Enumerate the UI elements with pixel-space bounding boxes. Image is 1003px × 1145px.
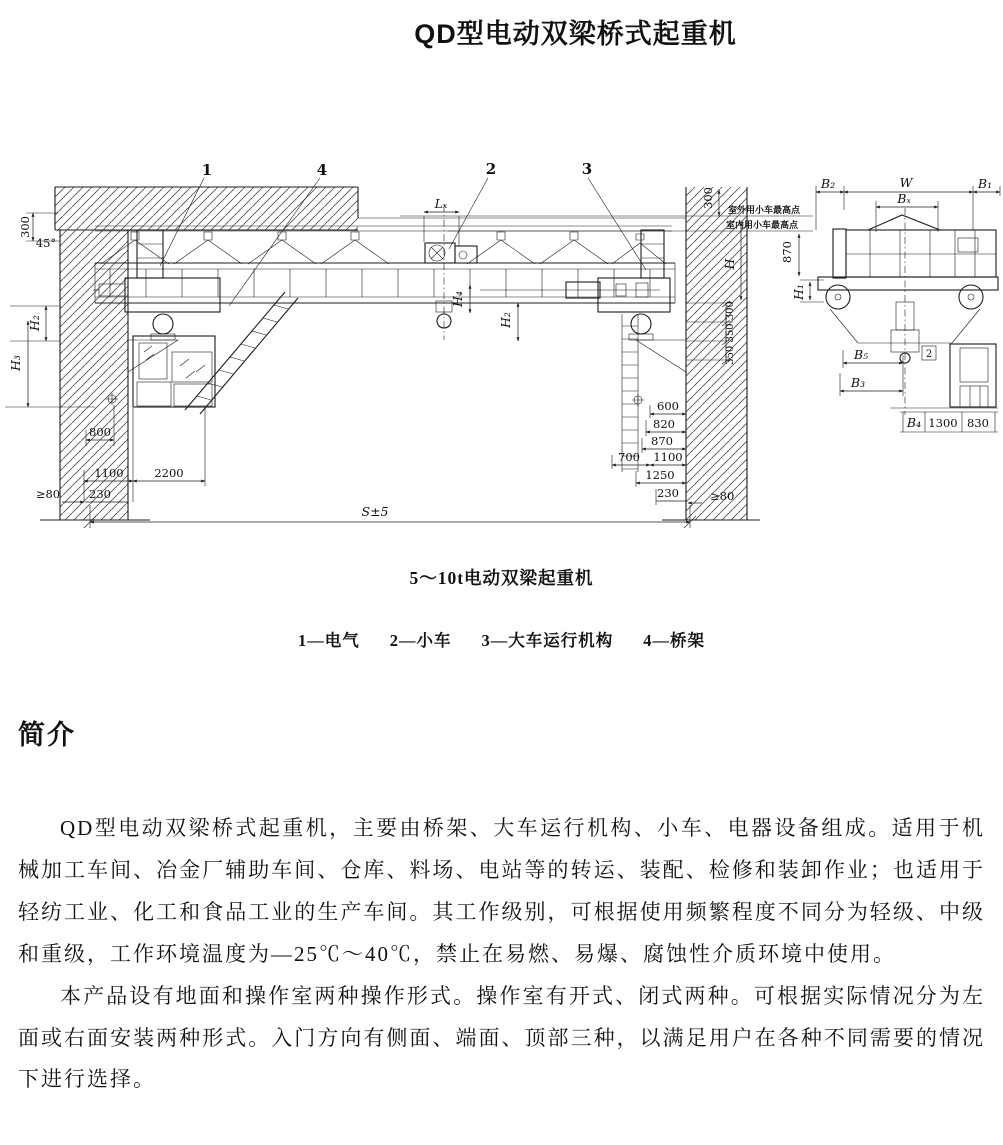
note-outdoor-trolley-max: 室外用小车最高点 <box>727 205 801 215</box>
dim-300-left: 300 <box>18 216 32 238</box>
legend-item-electrics: 1—电气 <box>298 631 360 650</box>
dim-h4: H₄ <box>450 291 465 307</box>
dim-1100-right: 1100 <box>653 450 683 464</box>
dim-300-right: 300 <box>701 187 715 209</box>
floor-datum-points <box>106 393 644 406</box>
section-heading-intro: 简介 <box>18 720 76 750</box>
dim-1250: 1250 <box>645 468 675 482</box>
crane-wheel-right <box>631 314 651 334</box>
callouts <box>160 160 646 306</box>
dim-350-350-300: 350 350 300 <box>725 301 736 365</box>
callout-2-trolley: 2 <box>485 160 497 178</box>
callout-4-bridge: 4 <box>316 161 328 179</box>
page-title: QD型电动双梁桥式起重机 <box>414 19 737 49</box>
dim-700: 700 <box>618 450 640 464</box>
dim-ge80-left: ≥80 <box>35 487 61 501</box>
dim-h2-left: H₂ <box>27 315 42 331</box>
dim-b3: B₃ <box>850 375 866 390</box>
dim-h2-mid: H₂ <box>498 312 513 328</box>
dim-600: 600 <box>657 399 679 413</box>
callout-3-travel-mechanism: 3 <box>581 160 593 178</box>
access-stairs <box>185 292 298 414</box>
ceiling-section <box>55 187 358 230</box>
dim-lx: Lₓ <box>434 196 448 211</box>
figure-legend <box>0 627 1003 651</box>
dim-b5: B₅ <box>853 347 869 362</box>
legend-item-trolley: 2—小车 <box>389 631 452 650</box>
dim-ge80-right: ≥80 <box>710 489 735 503</box>
dim-230-right: 230 <box>657 486 679 500</box>
dim-800: 800 <box>89 425 111 439</box>
cab-side-view <box>950 344 996 407</box>
intro-body <box>18 808 985 1101</box>
legend-item-bridge: 4—桥架 <box>643 631 705 650</box>
figure-caption: 5～10t电动双梁起重机 <box>409 568 594 588</box>
dim-870-side: 870 <box>780 241 794 263</box>
bridge-girder <box>95 226 675 303</box>
dim-b4: B₄ <box>906 415 922 430</box>
dim-45-degrees: 45° <box>35 236 57 250</box>
dim-b2: B₂ <box>820 176 836 191</box>
dim-1100-left: 1100 <box>94 466 124 480</box>
dim-h1: H₁ <box>791 284 806 300</box>
dim-870-right: 870 <box>651 434 673 448</box>
dim-830: 830 <box>967 416 989 430</box>
intro-paragraph-2: 本产品设有地面和操作室两种操作形式。操作室有开式、闭式两种。可根据实际情况分为左面或右面安装两种形式。入门方向有侧面、端面、顶部三种，以满足用户在各种不同需要的情况下进行选择。 <box>18 983 985 1092</box>
side-end-view <box>818 208 998 415</box>
dim-2200: 2200 <box>154 466 184 480</box>
intro-paragraph-1: QD型电动双梁桥式起重机，主要由桥架、大车运行机构、小车、电器设备组成。适用于机械加工车间、冶金厂辅助车间、仓库、料场、电站等的转运、装配、检修和装卸作业；也适用于轻纺工业、化工和食品工业的生产车间。其工作级别，可根据使用频繁程度不同分为轻级、中级和重级，工作环境温度为—25℃～40℃，禁止在易燃、易爆、腐蚀性介质环境中使用。 <box>18 816 985 966</box>
dim-h: H <box>722 258 737 270</box>
legend-item-travel-mechanism: 3—大车运行机构 <box>481 631 614 650</box>
callout-1-electrics: 1 <box>201 161 213 179</box>
note-indoor-trolley-max: 室内用小车最高点 <box>725 220 799 230</box>
dim-230-left: 230 <box>89 487 111 501</box>
dim-h3: H₃ <box>8 355 23 371</box>
crane-wheel-left <box>153 314 173 334</box>
dim-s-span: S±5 <box>361 504 389 519</box>
right-wall-section <box>686 187 747 520</box>
dim-bx: Bₓ <box>897 191 911 206</box>
trolley-hoist <box>425 205 477 340</box>
dim-1300: 1300 <box>928 416 958 430</box>
crane-technical-drawing <box>0 150 1003 552</box>
wall-ladder <box>622 314 638 472</box>
dim-b1: B₁ <box>977 176 993 191</box>
dim-w: W <box>899 175 913 190</box>
callout-2-side: 2 <box>925 349 933 360</box>
height-reference-lines <box>400 204 813 231</box>
operator-cab <box>133 336 215 407</box>
dimension-lines-side <box>780 175 1000 432</box>
dim-820: 820 <box>653 417 675 431</box>
